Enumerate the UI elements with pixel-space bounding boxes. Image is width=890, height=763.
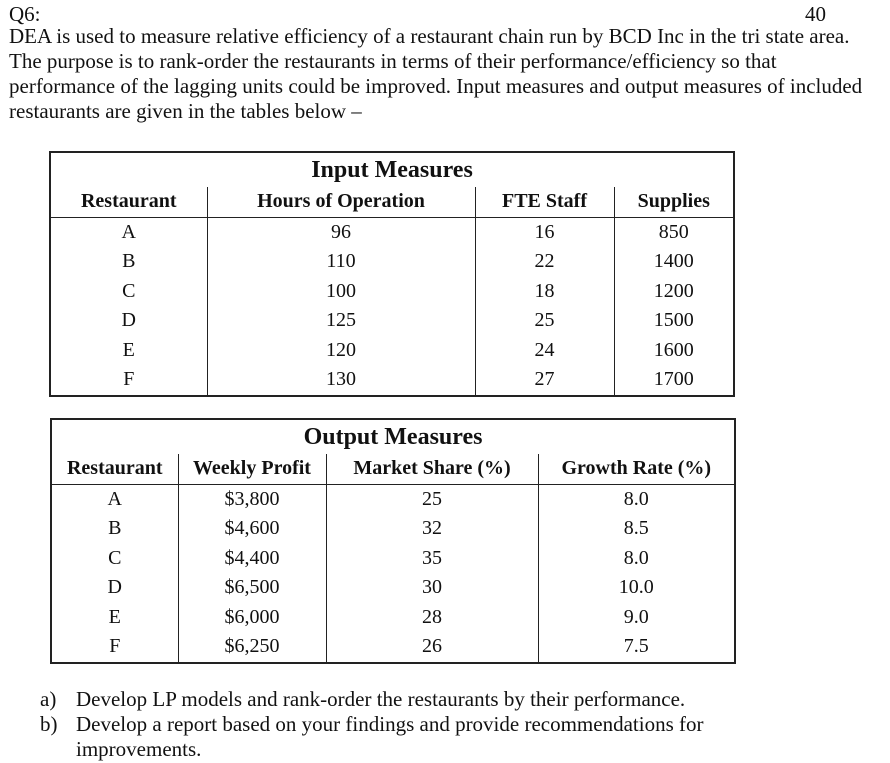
table-cell: E xyxy=(50,336,207,366)
table-cell: 35 xyxy=(326,544,538,574)
table-cell: $3,800 xyxy=(178,484,326,514)
column-header: Market Share (%) xyxy=(326,454,538,484)
table-cell: D xyxy=(51,573,178,603)
table-cell: 30 xyxy=(326,573,538,603)
table-cell: B xyxy=(51,514,178,544)
column-header: Weekly Profit xyxy=(178,454,326,484)
input-measures-title: Input Measures xyxy=(311,157,473,183)
task-item xyxy=(40,687,820,712)
output-measures-title: Output Measures xyxy=(303,424,483,450)
table-row xyxy=(51,573,735,603)
column-header: Hours of Operation xyxy=(207,187,475,217)
table-row xyxy=(50,336,734,366)
table-cell: C xyxy=(51,544,178,574)
table-cell: 25 xyxy=(475,306,614,336)
question-points: 40 xyxy=(805,2,826,26)
table-cell: A xyxy=(50,217,207,247)
table-cell: 850 xyxy=(614,217,734,247)
column-header: Growth Rate (%) xyxy=(538,454,735,484)
question-number: Q6: xyxy=(9,2,41,26)
task-item xyxy=(40,712,820,762)
table-cell: 8.0 xyxy=(538,484,735,514)
task-text: Develop LP models and rank-order the restaurants by their performance. xyxy=(76,687,686,711)
table-cell: 27 xyxy=(475,365,614,396)
table-cell: $6,500 xyxy=(178,573,326,603)
table-row xyxy=(50,247,734,277)
table-cell: 8.0 xyxy=(538,544,735,574)
table-cell: 16 xyxy=(475,217,614,247)
output-measures-table xyxy=(50,418,736,664)
table-cell: $6,250 xyxy=(178,632,326,663)
input-measures-table xyxy=(49,151,735,397)
table-cell: F xyxy=(51,632,178,663)
table-cell: D xyxy=(50,306,207,336)
table-row xyxy=(51,632,735,663)
table-cell: 26 xyxy=(326,632,538,663)
table-cell: 28 xyxy=(326,603,538,633)
table-cell: 18 xyxy=(475,277,614,307)
table-cell: 130 xyxy=(207,365,475,396)
table-cell: 1500 xyxy=(614,306,734,336)
table-cell: 100 xyxy=(207,277,475,307)
table-cell: 1600 xyxy=(614,336,734,366)
table-row xyxy=(51,514,735,544)
table-row xyxy=(50,306,734,336)
column-header: Restaurant xyxy=(51,454,178,484)
column-header: Restaurant xyxy=(50,187,207,217)
table-row xyxy=(50,365,734,396)
table-row xyxy=(50,217,734,247)
table-cell: 10.0 xyxy=(538,573,735,603)
table-row xyxy=(51,484,735,514)
table-cell: $4,600 xyxy=(178,514,326,544)
table-row xyxy=(51,544,735,574)
table-cell: C xyxy=(50,277,207,307)
table-cell: 8.5 xyxy=(538,514,735,544)
table-cell: 7.5 xyxy=(538,632,735,663)
question-intro: DEA is used to measure relative efficiency of a restaurant chain run by BCD Inc in the tri state area. The purpose is to rank-order the restaurants in terms of their performance/efficiency so that performance of the lagging units could be improved. Input measures and output measures of included restaurants are given in the tables below – xyxy=(9,24,863,123)
table-cell: F xyxy=(50,365,207,396)
table-cell: B xyxy=(50,247,207,277)
table-row xyxy=(50,277,734,307)
table-cell: A xyxy=(51,484,178,514)
table-cell: 9.0 xyxy=(538,603,735,633)
table-cell: 125 xyxy=(207,306,475,336)
table-cell: 1700 xyxy=(614,365,734,396)
column-header: FTE Staff xyxy=(475,187,614,217)
table-cell: E xyxy=(51,603,178,633)
task-list xyxy=(40,687,820,762)
task-label: b) xyxy=(40,712,58,736)
table-cell: $6,000 xyxy=(178,603,326,633)
table-cell: $4,400 xyxy=(178,544,326,574)
table-cell: 110 xyxy=(207,247,475,277)
task-label: a) xyxy=(40,687,57,711)
table-cell: 1400 xyxy=(614,247,734,277)
table-cell: 22 xyxy=(475,247,614,277)
task-text: Develop a report based on your findings and provide recommendations for improvements. xyxy=(76,712,704,761)
column-header: Supplies xyxy=(614,187,734,217)
table-cell: 24 xyxy=(475,336,614,366)
table-cell: 1200 xyxy=(614,277,734,307)
table-cell: 32 xyxy=(326,514,538,544)
table-cell: 96 xyxy=(207,217,475,247)
table-cell: 25 xyxy=(326,484,538,514)
table-cell: 120 xyxy=(207,336,475,366)
table-row xyxy=(51,603,735,633)
